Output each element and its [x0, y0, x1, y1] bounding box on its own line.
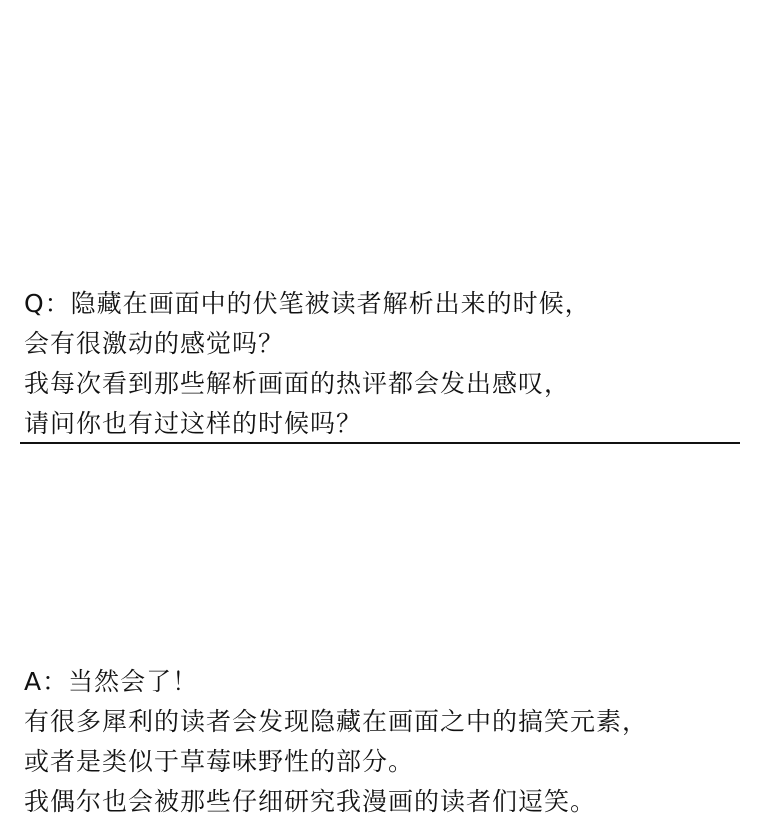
question-line: 会有很激动的感觉吗？ — [24, 329, 285, 358]
answer-line: A：当然会了！ — [24, 667, 199, 696]
section-divider — [20, 442, 740, 444]
question-block — [24, 284, 736, 444]
question-line: Q：隐藏在画面中的伏笔被读者解析出来的时候， — [24, 289, 591, 318]
answer-line: 我偶尔也会被那些仔细研究我漫画的读者们逗笑。 — [24, 787, 597, 816]
question-line: 请问你也有过这样的时候吗？ — [24, 409, 363, 438]
answer-line: 或者是类似于草莓味野性的部分。 — [24, 747, 415, 776]
question-line: 我每次看到那些解析画面的热评都会发出感叹， — [24, 369, 571, 398]
answer-line: 有很多犀利的读者会发现隐藏在画面之中的搞笑元素， — [24, 707, 649, 736]
answer-block — [24, 662, 736, 822]
